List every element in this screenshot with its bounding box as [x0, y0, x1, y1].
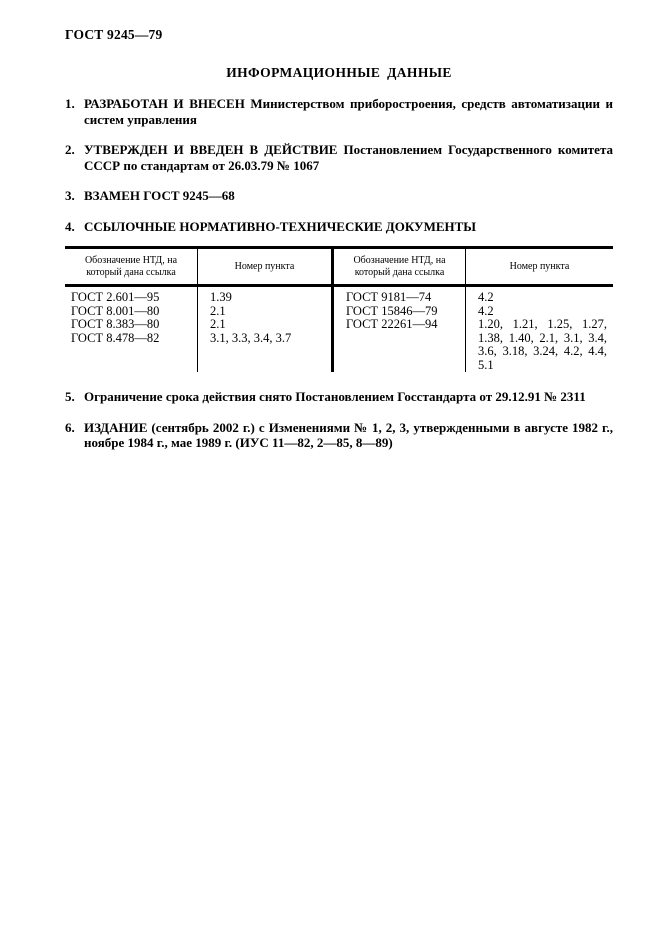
page-title: ИНФОРМАЦИОННЫЕ ДАННЫЕ	[226, 65, 452, 80]
table-cell: ГОСТ 8.478—82	[71, 330, 160, 345]
table-cell: 2.1	[210, 317, 226, 331]
table-cell: 1.20, 1.21, 1.25, 1.27, 1.38, 1.40, 2.1, 3.1, 3.4, 3.6, 3.18, 3.24, 4.2, 4.4, 5.1	[478, 317, 607, 372]
table-col-clause-left	[197, 287, 331, 372]
table-cell: 2.1	[210, 303, 226, 318]
references-table-body	[65, 287, 613, 372]
item-number: 4.	[65, 218, 75, 234]
item-text: УТВЕРЖДЕН И ВВЕДЕН В ДЕЙСТВИЕ Постановлением Государственного комитета СССР по стандартам от 26.03.79 № 1067	[84, 142, 613, 173]
item-text: Ограничение срока действия снято Постановлением Госстандарта от 29.12.91 № 2311	[84, 389, 586, 404]
references-table	[65, 246, 613, 372]
table-cell: ГОСТ 8.001—80	[71, 303, 160, 318]
table-header-ntd-right: Обозначение НТД, на который дана ссылка	[331, 249, 465, 284]
table-header-clause-right: Номер пункта	[465, 249, 613, 284]
table-cell: 3.1, 3.3, 3.4, 3.7	[210, 330, 292, 345]
info-item-3	[65, 188, 613, 204]
table-cell: ГОСТ 8.383—80	[71, 317, 160, 331]
item-number: 5.	[65, 389, 75, 404]
item-text: РАЗРАБОТАН И ВНЕСЕН Министерством приборостроения, средств автоматизации и систем управления	[84, 96, 613, 127]
info-item-6	[65, 420, 613, 451]
info-item-5	[65, 389, 613, 405]
item-text: ССЫЛОЧНЫЕ НОРМАТИВНО-ТЕХНИЧЕСКИЕ ДОКУМЕНТЫ	[84, 218, 477, 234]
table-cell: ГОСТ 22261—94	[346, 317, 438, 331]
info-item-2	[65, 142, 613, 173]
table-cell: 1.39	[210, 290, 232, 304]
table-col-clause-right	[465, 287, 613, 372]
table-header-clause-left: Номер пункта	[197, 249, 331, 284]
item-number: 6.	[65, 419, 75, 435]
table-cell: ГОСТ 2.601—95	[71, 290, 160, 304]
item-number: 2.	[65, 142, 75, 157]
table-cell: 4.2	[478, 303, 494, 318]
table-col-ntd-right	[331, 287, 465, 372]
item-text: ИЗДАНИЕ (сентябрь 2002 г.) с Изменениями № 1, 2, 3, утвержденными в августе 1982 г., ноябре 1984 г., мае 1989 г. (ИУС 11—82, 2—85, 8—89)	[84, 419, 613, 450]
item-text: ВЗАМЕН ГОСТ 9245—68	[84, 188, 235, 203]
item-number: 3.	[65, 188, 75, 203]
item-number: 1.	[65, 96, 75, 111]
table-cell: ГОСТ 9181—74	[346, 290, 432, 304]
table-cell: 4.2	[478, 290, 494, 304]
info-item-4	[65, 219, 613, 235]
doc-reference: ГОСТ 9245—79	[65, 27, 163, 42]
table-col-ntd-left	[65, 287, 197, 372]
references-table-header	[65, 249, 613, 287]
table-header-ntd-left: Обозначение НТД, на который дана ссылка	[84, 254, 178, 278]
info-item-1	[65, 96, 613, 127]
table-cell: ГОСТ 15846—79	[346, 303, 438, 318]
